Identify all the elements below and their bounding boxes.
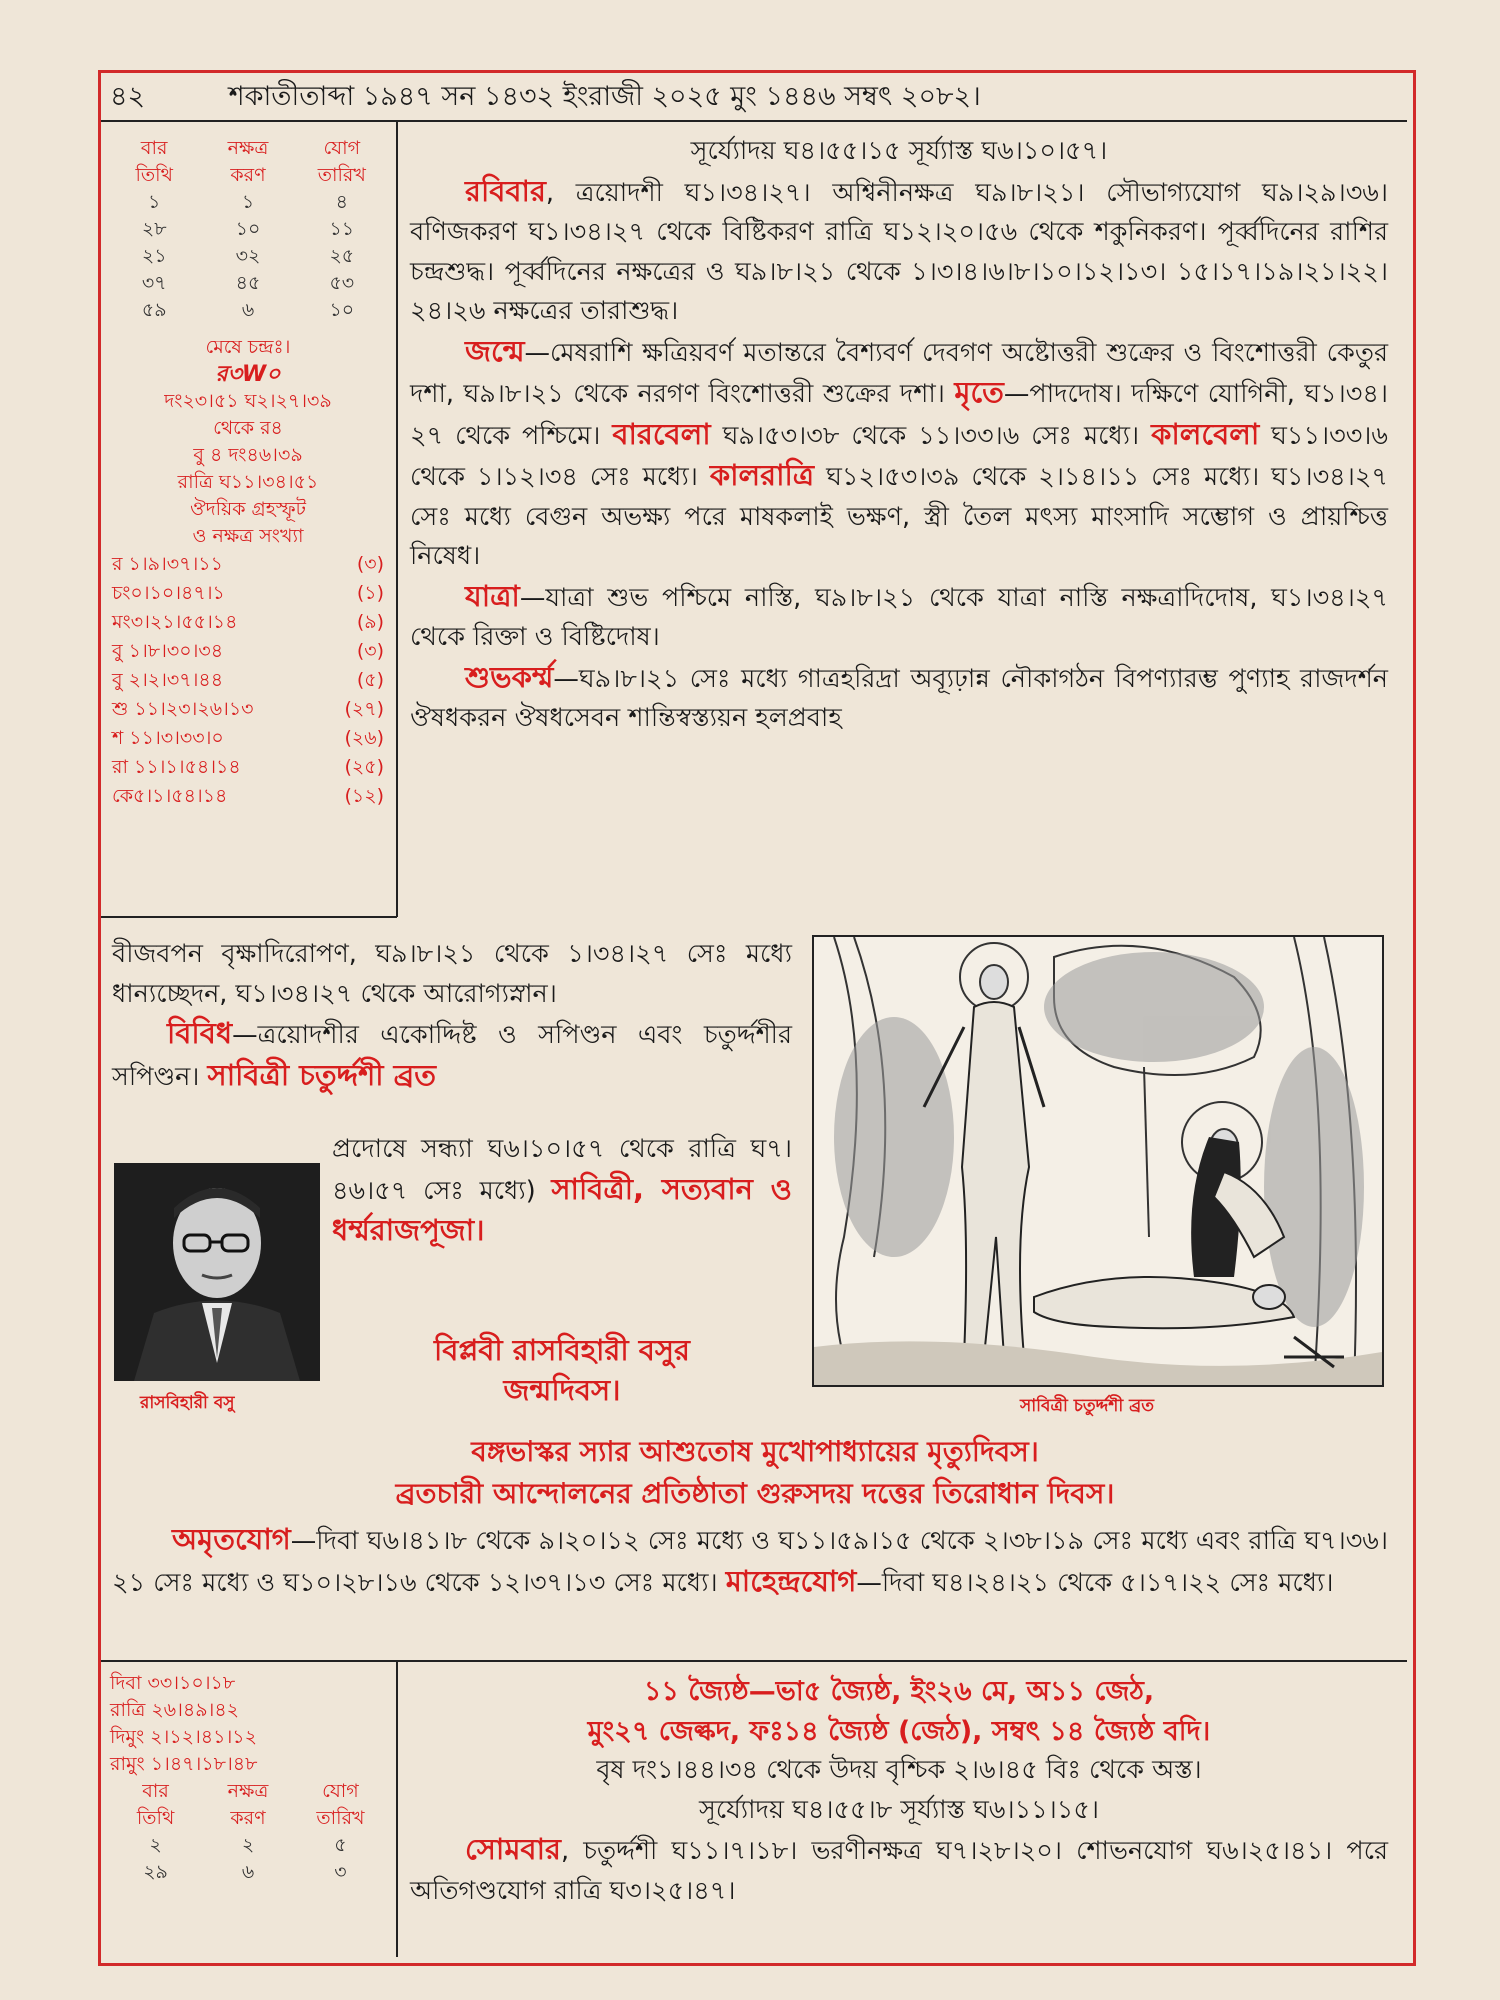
- graha-pos: বু ২।২।৩৭।৪৪: [112, 669, 224, 691]
- graha-row: [108, 637, 388, 666]
- cell: ৫৯: [141, 299, 167, 321]
- bibidh-label: বিবিধ: [167, 1016, 233, 1050]
- kalratri-label: কালরাত্রি: [709, 458, 815, 492]
- graha-title-2: ও নক্ষত্র সংখ্যা: [192, 525, 304, 547]
- yoga-block: [112, 1520, 1388, 1603]
- dimung: দিমুং ২।১২।৪১।১২: [110, 1726, 257, 1748]
- day1-paragraph: [410, 172, 1388, 332]
- sidebar-bottom: [110, 1670, 386, 1886]
- savitri-puja: সাবিত্রী, সত্যবান ও ধর্ম্মরাজপূজা।: [332, 1171, 792, 1247]
- mrite-label: মৃতে: [954, 375, 1004, 409]
- shubha-cont: বীজবপন বৃক্ষাদিরোপণ, ঘ৯।৮।২১ থেকে ১।৩৪।২৭ সেঃ মধ্যে ধান্যচ্ছেদন, ঘ১।৩৪।২৭ থেকে আরোগ্যস্নান।: [112, 939, 792, 1009]
- graha-row: [108, 579, 388, 608]
- illustration-caption: সাবিত্রী চতুর্দ্দশী ব্রত: [1020, 1396, 1154, 1416]
- sidebar-head-2: [108, 162, 388, 189]
- rasbehari-line1: বিপ্লবী রাসবিহারী বসুর: [434, 1333, 690, 1367]
- mrite-text: —পাদদোষ। দক্ষিণে যোগিনী, ঘ১।৩৪।২৭ থেকে পশ্চিমে।: [410, 379, 1389, 451]
- sidebar-divider-bottom: [396, 1661, 398, 1957]
- cell: ৪৫: [235, 272, 261, 294]
- pradoshe-block: [332, 1130, 792, 1253]
- graha-pos: চং০।১০।৪৭।১: [112, 582, 225, 604]
- dibaman: দিবা ৩৩।১০।১৮: [110, 1672, 236, 1694]
- portrait-image: [114, 1163, 320, 1381]
- head-karan: করণ: [230, 1807, 266, 1829]
- kalbela-label: কালবেলা: [1151, 416, 1260, 451]
- ratriman: রাত্রি ২৬।৪৯।৪২: [110, 1699, 240, 1721]
- table-row: [108, 270, 388, 297]
- table-row: [110, 1859, 386, 1886]
- shubha-label: শুভকর্ম্ম: [465, 659, 554, 694]
- sidebar-bottom-head-1: [110, 1778, 386, 1805]
- cell: ১১: [329, 218, 355, 240]
- day2-title1: ১১ জ্যৈষ্ঠ—ভা৫ জ্যৈষ্ঠ, ইং২৬ মে, অ১১ জেঠ,: [643, 1676, 1155, 1707]
- sidebar-head-1: [108, 135, 388, 162]
- janme-label: জন্মে: [465, 333, 525, 368]
- cell: ১০: [329, 299, 355, 321]
- shubha-text: —ঘ৯।৮।২১ সেঃ মধ্যে গাত্রহরিদ্রা অব্যূঢ়ান্ন নৌকাগঠন বিপণ্যারম্ভ পুণ্যাহ রাজদর্শন ঔষধকরন ঔষধসেবন শান্তিস্বস্ত্যয়ন হলপ্রবাহ: [410, 663, 1388, 733]
- page-number: ৪২: [110, 81, 146, 112]
- table-row: [108, 243, 388, 270]
- graha-pos: মং৩।২১।৫৫।১৪: [112, 611, 238, 633]
- amrita-paragraph: [112, 1520, 1388, 1603]
- amrita-label: অমৃতযোগ: [172, 1522, 291, 1556]
- moon-line: মেষে চন্দ্রঃ।: [205, 336, 291, 358]
- head-karan: করণ: [230, 164, 266, 186]
- shubha-paragraph: [410, 658, 1388, 739]
- head-nakshatra: নক্ষত্র: [227, 1780, 269, 1802]
- day1-sunrise: সূর্য্যোদয় ঘ৪।৫৫।১৫ সূর্য্যাস্ত ঘ৬।১০।৫৭।: [690, 136, 1108, 166]
- photo-caption: রাসবিহারী বসু: [140, 1393, 235, 1413]
- brotochari-banner: ব্রতচারী আন্দোলনের প্রতিষ্ঠাতা গুরুসদয় দত্তের তিরোধান দিবস।: [395, 1477, 1115, 1510]
- jatra-text: —যাত্রা শুভ পশ্চিমে নাস্তি, ঘ৯।৮।২১ থেকে যাত্রা নাস্তি নক্ষত্রাদিদোষ, ঘ১।৩৪।২৭ থেকে রিক্তা ও বিষ্টিদোষ।: [410, 582, 1388, 652]
- rasbehari-line2: জন্মদিবস।: [503, 1373, 621, 1407]
- head-nakshatra: নক্ষত্র: [227, 137, 269, 159]
- pradoshe-text: প্রদোষে সন্ধ্যা ঘ৬।১০।৫৭ থেকে রাত্রি ঘ৭।৪৬।৫৭ সেঃ মধ্যে): [332, 1134, 792, 1206]
- head-tithi: তিথি: [136, 1807, 175, 1829]
- head-date: তারিখ: [317, 164, 366, 186]
- era-line: শকাতীতাব্দা ১৯৪৭ সন ১৪৩২ ইংরাজী ২০২৫ মুং ১৪৪৬ সম্বৎ ২০৮২।: [228, 81, 981, 112]
- head-bar: বার: [140, 137, 168, 159]
- cell: ২১: [141, 245, 167, 267]
- bottom-section-rule: [101, 1660, 1407, 1662]
- day2-lagna: বৃষ দং১।৪৪।৩৪ থেকে উদয় বৃশ্চিক ২।৬।৪৫ বিঃ থেকে অস্ত।: [596, 1755, 1202, 1785]
- day2-title2: মুং২৭ জেল্কদ, ফঃ১৪ জ্যৈষ্ঠ (জেঠ), সম্বৎ ১৪ জ্যৈষ্ঠ বদি।: [587, 1715, 1211, 1747]
- cell: ১: [148, 191, 161, 213]
- graha-num: (২৬): [344, 727, 384, 749]
- head-yoga: যোগ: [322, 1780, 359, 1802]
- bibidh-text: —ত্রয়োদশীর একোদ্দিষ্ট ও সপিণ্ডন এবং চতুর্দ্দশীর সপিণ্ডন।: [112, 1020, 792, 1092]
- day1-middle: [112, 935, 792, 1097]
- day2-main: [410, 1672, 1388, 1911]
- graha-row: [108, 550, 388, 579]
- mahendra-label: মাহেন্দ্রযোগ: [725, 1563, 857, 1598]
- savitri-drawing: [814, 937, 1382, 1385]
- cell: ৫: [334, 1834, 347, 1856]
- table-row: [110, 1832, 386, 1859]
- cell: ২: [241, 1834, 255, 1856]
- day2-text: , চতুর্দ্দশী ঘ১১।৭।১৮। ভরণীনক্ষত্র ঘ৭।২৮।২০। শোভনযোগ ঘ৬।২৫।৪১। পরে অতিগণ্ডযোগ রাত্রি ঘ৩।২৫।৪৭।: [410, 1836, 1388, 1906]
- jatra-paragraph: [410, 577, 1388, 658]
- day1-main-text: , ত্রয়োদশী ঘ১।৩৪।২৭। অশ্বিনীনক্ষত্র ঘ৯।৮।২১। সৌভাগ্যযোগ ঘ৯।২৯।৩৬। বণিজকরণ ঘ১।৩৪।২৭ থেকে বিষ্টিকরণ রাত্রি ঘ১২।২০।৫৬ থেকে শকুনিকরণ। পূর্ব্বদিনের রাশির চন্দ্রশুদ্ধ। পূর্ব্বদিনের নক্ষত্রের ও ঘ৯।৮।২১ থেকে ১।৩।৪।৬।৮।১০।১২।১৩। ১৫।১৭।১৯।২১।২২।২৪।২৬ নক্ষত্রের তারাশুদ্ধ।: [410, 177, 1388, 326]
- cell: ৩: [334, 1861, 347, 1883]
- day2-sunrise: সূর্য্যোদয় ঘ৪।৫৫।৮ সূর্য্যাস্ত ঘ৬।১১।১৫।: [698, 1794, 1100, 1825]
- day2-day-name: সোমবার: [465, 1832, 561, 1866]
- graha-num: (২৭): [344, 698, 384, 720]
- graha-title-1: ঔদয়িক গ্রহস্ফূট: [190, 498, 306, 520]
- janme-text: —মেষরাশি ক্ষত্রিয়বর্ণ মতান্তরে বৈশ্যবর্ণ দেবগণ অষ্টোত্তরী শুক্রের ও বিংশোত্তরী কেতুর দশা, ঘ৯।৮।২১ থেকে নরগণ বিংশোত্তরী শুক্রের দশা।: [410, 337, 1388, 409]
- graha-row: [108, 753, 388, 782]
- kalbela-text: ঘ১১।৩৩।৬ থেকে ১।১২।৩৪ সেঃ মধ্যে।: [410, 420, 1388, 492]
- cell: ২৫: [329, 245, 355, 267]
- graha-num: (২৫): [344, 756, 384, 778]
- sidebar-line-c: বু ৪ দং৪৬।৩৯: [193, 444, 303, 466]
- graha-pos: শ ১১।৩।৩৩।০: [112, 727, 224, 749]
- cell: ৫৩: [329, 272, 355, 294]
- barbela-text: ঘ৯।৫৩।৩৮ থেকে ১১।৩৩।৬ সেঃ মধ্যে।: [710, 420, 1140, 451]
- graha-row: [108, 666, 388, 695]
- cell: ৩২: [235, 245, 261, 267]
- cell: ৩৭: [141, 272, 167, 294]
- graha-pos: র ১।৯।৩৭।১১: [112, 553, 223, 575]
- savitri-vrat: সাবিত্রী চতুর্দ্দশী ব্রত: [207, 1057, 437, 1092]
- cell: ১০: [235, 218, 261, 240]
- graha-row: [108, 724, 388, 753]
- sidebar-line-b: থেকে র৪: [213, 417, 283, 439]
- table-row: [108, 216, 388, 243]
- jatra-label: যাত্রা: [465, 578, 520, 613]
- day1-main: [410, 132, 1388, 739]
- page-header: [110, 76, 1400, 121]
- graha-num: (৩): [356, 553, 384, 575]
- janme-paragraph: [410, 332, 1388, 577]
- graha-pos: বু ১।৮।৩০।৩৪: [112, 640, 224, 662]
- moon-code: র৩W০: [215, 362, 281, 387]
- graha-pos: রা ১১।১।৫৪।১৪: [112, 756, 241, 778]
- sidebar-line-a: দং২৩।৫১ ঘ২।২৭।৩৯: [164, 390, 332, 412]
- bibidh-paragraph: [112, 1014, 792, 1097]
- cell: ২: [149, 1834, 162, 1856]
- graha-row: [108, 608, 388, 637]
- head-tithi: তিথি: [135, 164, 173, 186]
- head-yoga: যোগ: [323, 137, 361, 159]
- cell: ৬: [241, 1861, 255, 1883]
- mahendra-text: —দিবা ঘ৪।২৪।২১ থেকে ৫।১৭।২২ সেঃ মধ্যে।: [856, 1567, 1334, 1598]
- cell: ৬: [241, 299, 255, 321]
- graha-num: (৫): [356, 669, 384, 691]
- day1-day-name: রবিবার: [465, 173, 546, 208]
- table-row: [108, 189, 388, 216]
- kalratri-text: ঘ১২।৫৩।৩৯ থেকে ২।১৪।১১ সেঃ মধ্যে। ঘ১।৩৪।২৭ সেঃ মধ্যে বেগুন অভক্ষ্য পরে মাষকলাই ভক্ষণ, স্ত্রী তৈল মৎস্য মাংসাদি সম্ভোগ ও প্রায়শ্চিত্ত নিষেধ।: [410, 462, 1388, 571]
- graha-pos: কে৫।১।৫৪।১৪: [112, 785, 228, 807]
- sidebar-top: [108, 135, 388, 811]
- sidebar-divider-top: [396, 121, 398, 917]
- rasbehari-birthday: [332, 1330, 792, 1410]
- graha-row: [108, 782, 388, 811]
- savitri-illustration: [812, 935, 1384, 1387]
- graha-num: (১২): [344, 785, 384, 807]
- sidebar-bottom-rule: [101, 916, 397, 918]
- graha-pos: শু ১১।২৩।২৬।১৩: [112, 698, 254, 720]
- header-rule: [101, 120, 1407, 122]
- sidebar-line-d: রাত্রি ঘ১১।৩৪।৫১: [177, 471, 319, 493]
- cell: ২৯: [143, 1861, 168, 1883]
- amrita-text: —দিবা ঘ৬।৪১।৮ থেকে ৯।২০।১২ সেঃ মধ্যে ও ঘ১১।৫৯।১৫ থেকে ২।৩৮।১৯ সেঃ মধ্যে এবং রাত্রি ঘ৭।৩৬।২১ সেঃ মধ্যে ও ঘ১০।২৮।১৬ থেকে ১২।৩৭।১৩ সেঃ মধ্যে।: [112, 1526, 1388, 1598]
- graha-num: (৯): [356, 611, 384, 633]
- sidebar-bottom-head-2: [110, 1805, 386, 1832]
- day2-paragraph: [410, 1830, 1388, 1911]
- head-bar: বার: [142, 1780, 169, 1802]
- table-row: [108, 297, 388, 324]
- barbela-label: বারবেলা: [612, 416, 711, 451]
- ramung: রামুং ১।৪৭।১৮।৪৮: [110, 1753, 258, 1775]
- cell: ৪: [335, 191, 348, 213]
- cell: ২৮: [141, 218, 167, 240]
- rasbehari-photo: [114, 1163, 320, 1381]
- graha-num: (৩): [356, 640, 384, 662]
- graha-num: (১): [356, 582, 384, 604]
- head-date: তারিখ: [316, 1807, 365, 1829]
- graha-row: [108, 695, 388, 724]
- cell: ১: [241, 191, 255, 213]
- ashutosh-banner: বঙ্গভাস্কর স্যার আশুতোষ মুখোপাধ্যায়ের মৃত্যুদিবস।: [471, 1435, 1039, 1468]
